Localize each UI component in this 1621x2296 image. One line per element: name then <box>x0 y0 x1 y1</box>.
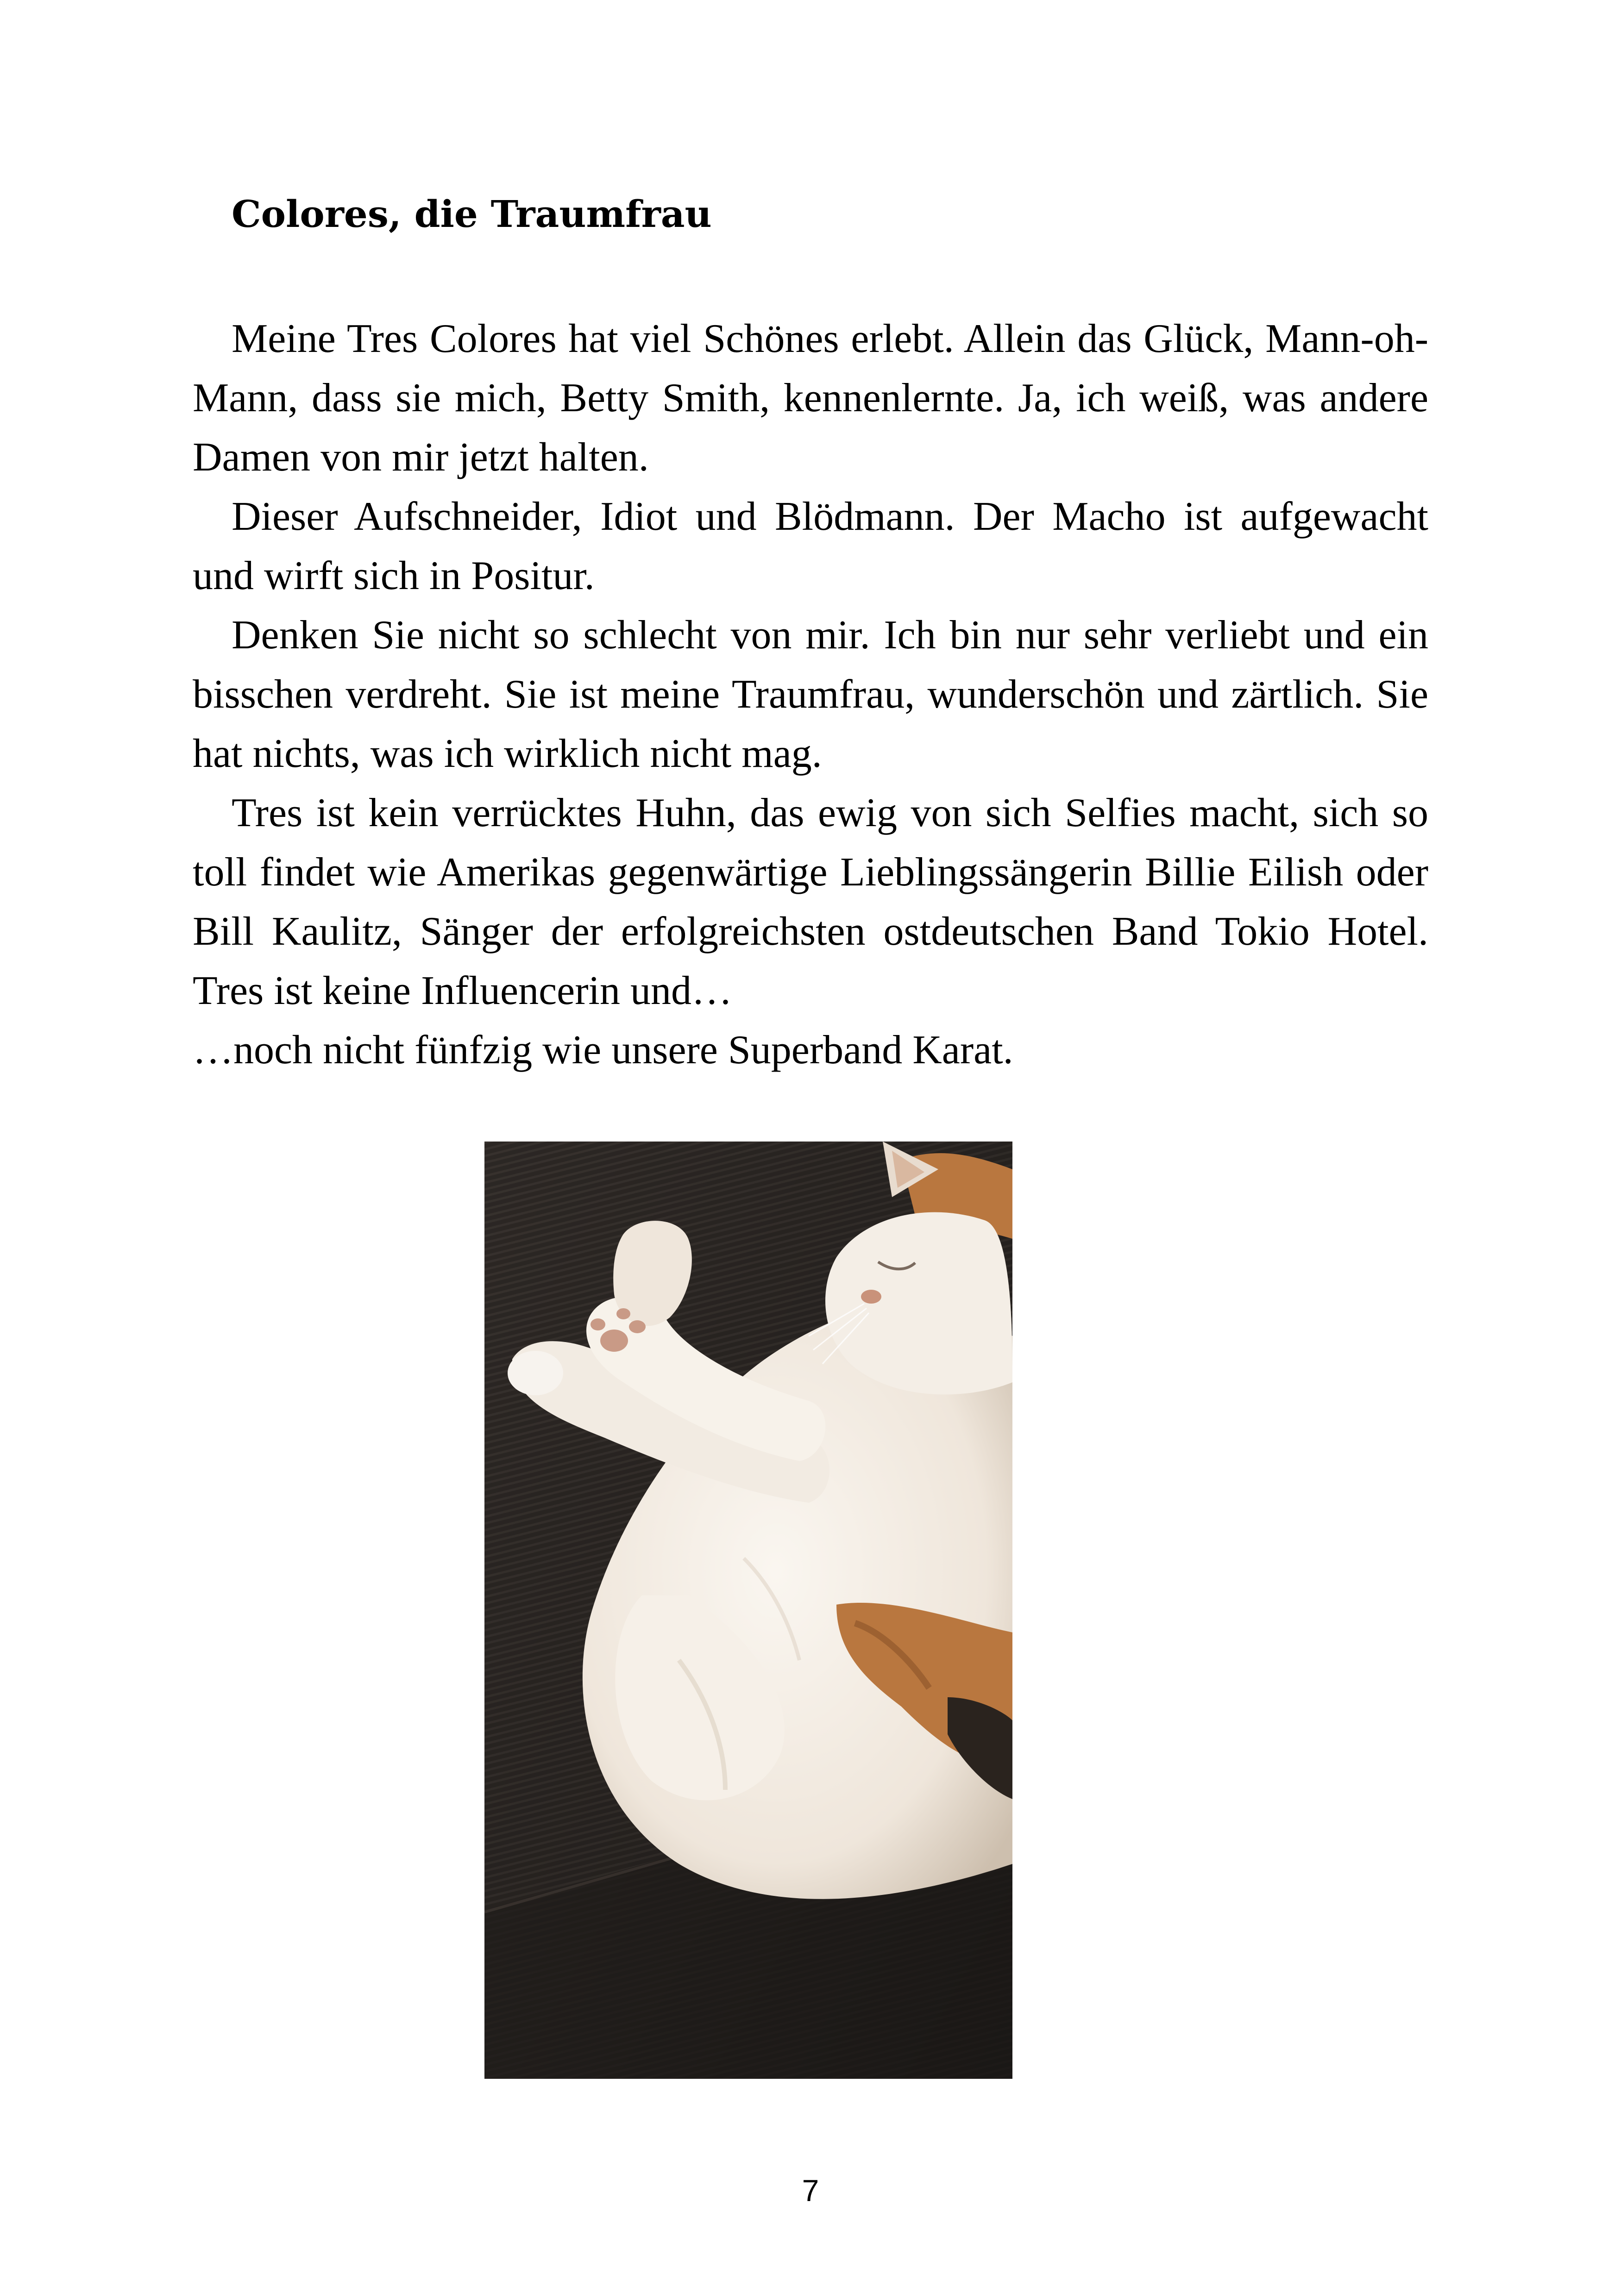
paragraph-2: Dieser Aufschneider, Idiot und Blödmann. Der Macho ist aufgewacht und wirft sich in Positur. <box>193 494 1428 598</box>
chapter-heading: Colores, die Traumfrau <box>232 192 712 236</box>
paragraph-4: Tres ist kein verrücktes Huhn, das ewig von sich Selfies macht, sich so toll findet wie Amerikas gegenwärtige Lieblingssängerin Billie Eilish oder Bill Kaulitz, Sänger der erfolgreichsten ostdeutschen Band Tokio Hotel. Tres ist keine Influencerin und… <box>193 790 1428 1013</box>
paragraph-1: Meine Tres Colores hat viel Schönes erlebt. Allein das Glück, Mann-oh-Mann, dass sie mich, Betty Smith, kennenlernte. Ja, ich weiß, was andere Damen von mir jetzt halten. <box>193 316 1428 480</box>
page-number: 7 <box>802 2173 819 2208</box>
body-text <box>193 309 1428 1080</box>
paragraph-3: Denken Sie nicht so schlecht von mir. Ich bin nur sehr verliebt und ein bisschen verdreht. Sie ist meine Traumfrau, wunderschön und zärtlich. Sie hat nichts, was ich wirklich nicht mag. <box>193 613 1428 776</box>
cat-photo <box>484 1142 1012 2079</box>
paragraph-5: …noch nicht fünfzig wie unsere Superband Karat. <box>193 1028 1013 1073</box>
cat-nose <box>861 1290 881 1304</box>
